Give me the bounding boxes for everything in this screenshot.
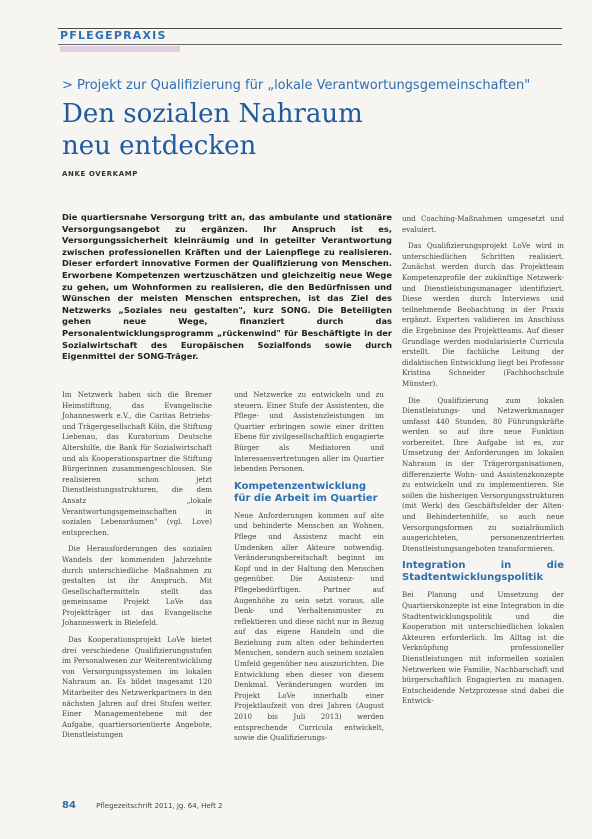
paragraph: Neue Anforderungen kommen auf alte und behinderte Menschen an Wohnen, Pflege und Assistenz macht ein Umdenken aller Akteure notwendig. Veränderungsbereitschaft beginnt im Kopf und in der Haltung den Menschen gegenüber. Die Assistenz- und Pflegebedürftigen. Partner auf Augenhöhe zu sein setzt voraus, alle Denk- und Verhaltensmuster zu reflektieren und diese nicht nur in Bezug auf das eigene Handeln und die Beziehung zum alten oder behinderten Menschen, sondern auch seinem sozialen Umfeld gegenüber neu auszurichten. Die Entwicklung eben dieser von diesem Denkmal. Veränderungen wurden im Projekt LoVe innerhalb einer Projektlaufzeit von drei Jahren (August 2010 bis Juli 2013) werden entsprechende Curricula entwickelt, sowie die Qualifizierungs- <box>234 510 384 743</box>
paragraph: Die Qualifizierung zum lokalen Dienstleistungs- und Netzwerkmanager umfasst 440 Stunden, 80 Führungskräfte werden so auf ihre neue Funktion vorbereitet. Ihre Aufgabe ist es, zur Umsetzung der Anforderungen im lokalen Nahraum in der Trägerorganisationen, differenzierte Wohn- und Assistenzkonzepte zu entwickeln und zu implementieren. Sie sollen die bisherigen Versorgungsstrukturen (mit Werk) des Geschäftsfelder der Alten- und Behindertenhilfe, so auch neue Versorgungsformen zu sozialräumlich ausgerichteten, personenzentrierten Dienstleistungsangeboten transformieren. <box>402 395 564 553</box>
paragraph: Die Herausforderungen des sozialen Wandels der kommenden Jahrzehnte durch unterschiedliche Maßnahmen zu gestalten ist ihr Anspruch. Mit Gesellschaftermitteln stellt das gemeinsame Projekt LoVe das Projektträger ist das Evangelische Johanneswerk in Bielefeld. <box>62 544 212 628</box>
title-line-1: Den sozialen Nahraum <box>62 99 363 129</box>
page-number: 84 <box>62 800 76 811</box>
paragraph: Bei Planung und Umsetzung der Quartierskonzepte ist eine Integration in die Stadtentwicklungspolitik und die Kooperation mit unterschiedlichen lokalen Akteuren erforderlich. Im Alltag ist die Verknüpfung professioneller Dienstleistungen mit informellen sozialen Netzwerken wie Familie, Nachbarschaft und bürgerschaftlich Engagierten zu managen. Entscheidende Netzprozesse sind dabei die Entwick- <box>402 590 564 706</box>
paragraph: und Coaching-Maßnahmen umgesetzt und evaluiert. <box>402 214 564 234</box>
section-label: PFLEGEPRAXIS <box>60 29 167 42</box>
title-line-2: neu entdecken <box>62 131 257 161</box>
body-column-3 <box>402 214 564 713</box>
paragraph: Das Kooperationsprojekt LoVe bietet drei verschiedene Qualifizierungsstufen im Personalwesen zur Weiterentwicklung von Versorgungssystemen im lokalen Nahraum an. Es bildet insgesamt 120 Mitarbeiter des Netzwerkpartners in den nächsten Jahren auf drei Stufen weiter. Einer Managementebene mit der Aufgabe, quartiersorientierte Angebote, Dienstleistungen <box>62 635 212 740</box>
subheading-kompetenzentwicklung: Kompetenzentwicklung für die Arbeit im Quartier <box>234 480 378 504</box>
body-column-1 <box>62 390 212 747</box>
journal-citation: Pflegezeitschrift 2011, Jg. 64, Heft 2 <box>96 802 223 810</box>
page-footer <box>62 800 223 811</box>
article-kicker: > Projekt zur Qualifizierung für „lokale Verantwortungsgemeinschaften" <box>62 78 531 93</box>
header-rule-thin <box>58 44 562 45</box>
article-title <box>62 98 363 162</box>
header-accent-bar <box>60 46 180 52</box>
subheading-integration: Integration in die Stadtentwicklungspolitik <box>402 560 564 584</box>
paragraph: und Netzwerke zu entwickeln und zu steuern. Einer Stufe der Assistenten, die Pflege- und Assistenzleistungen im Quartier erbringen sowie einer dritten Ebene für zivilgesellschaftlich engagierte Bürger als Mediatoren und Interessenvertretungen aller im Quartier lebenden Personen. <box>234 390 384 474</box>
article-author: ANKE OVERKAMP <box>62 170 139 178</box>
paragraph: Im Netzwerk haben sich die Bremer Heimstiftung, das Evangelische Johanneswerk e.V., die Caritas Betriebs- und Trägergesellschaft Köln, die Stiftung Liebenau, das Kuratorium Deutsche Altershilfe, die Bank für Sozialwirtschaft und als Kooperationspartner die Stiftung Bürgerinnen zusammengeschlossen. Sie realisieren schon jetzt Dienstleistungsstrukturen, die dem Ansatz „lokale Verantwortungsgemeinschaften in sozialen Lebensräumen" (vgl. Love) entsprechen. <box>62 390 212 537</box>
body-column-2 <box>234 390 384 750</box>
article-intro: Die quartiersnahe Versorgung tritt an, das ambulante und stationäre Versorgungsangebot zu ergänzen. Ihr Anspruch ist es, Versorgungssicherheit kleinräumig und in geteilter Verantwortung zwischen professionellen Kräften und der Laienpflege zu realisieren. Dieser erfordert innovative Formen der Qualifizierung von Menschen. Erworbene Kompetenzen wertzuschätzen und gleichzeitig neue Wege zu gehen, um Wohnformen zu realisieren, die den Bedürfnissen und Wünschen der meisten Menschen entsprechen, ist das Ziel des Netzwerks „Soziales neu gestalten", kurz SONG. Die Beteiligten gehen neue Wege, finanziert durch das Personalentwicklungsprogramm „rückenwind" für Beschäftigte in der Sozialwirtschaft des Europäischen Sozialfonds sowie durch Eigenmittel der SONG-Träger. <box>62 212 392 362</box>
paragraph: Das Qualifizierungsprojekt LoVe wird in unterschiedlichen Schritten realisiert. Zunächst werden durch das Projektteam Kompetenzprofile der zukünftige Netzwerk- und Dienstleistungsmanager identifiziert. Diese werden durch Interviews und teilnehmende Beobachtung in der Praxis ergänzt. Experten validieren im Anschluss die Ergebnisse des Projektteams. Auf dieser Grundlage werden modularisierte Curricula erstellt. Die fachliche Leitung der didaktischen Entwicklung liegt bei Professor Kristina Schneider (Fachhochschule Münster). <box>402 241 564 388</box>
